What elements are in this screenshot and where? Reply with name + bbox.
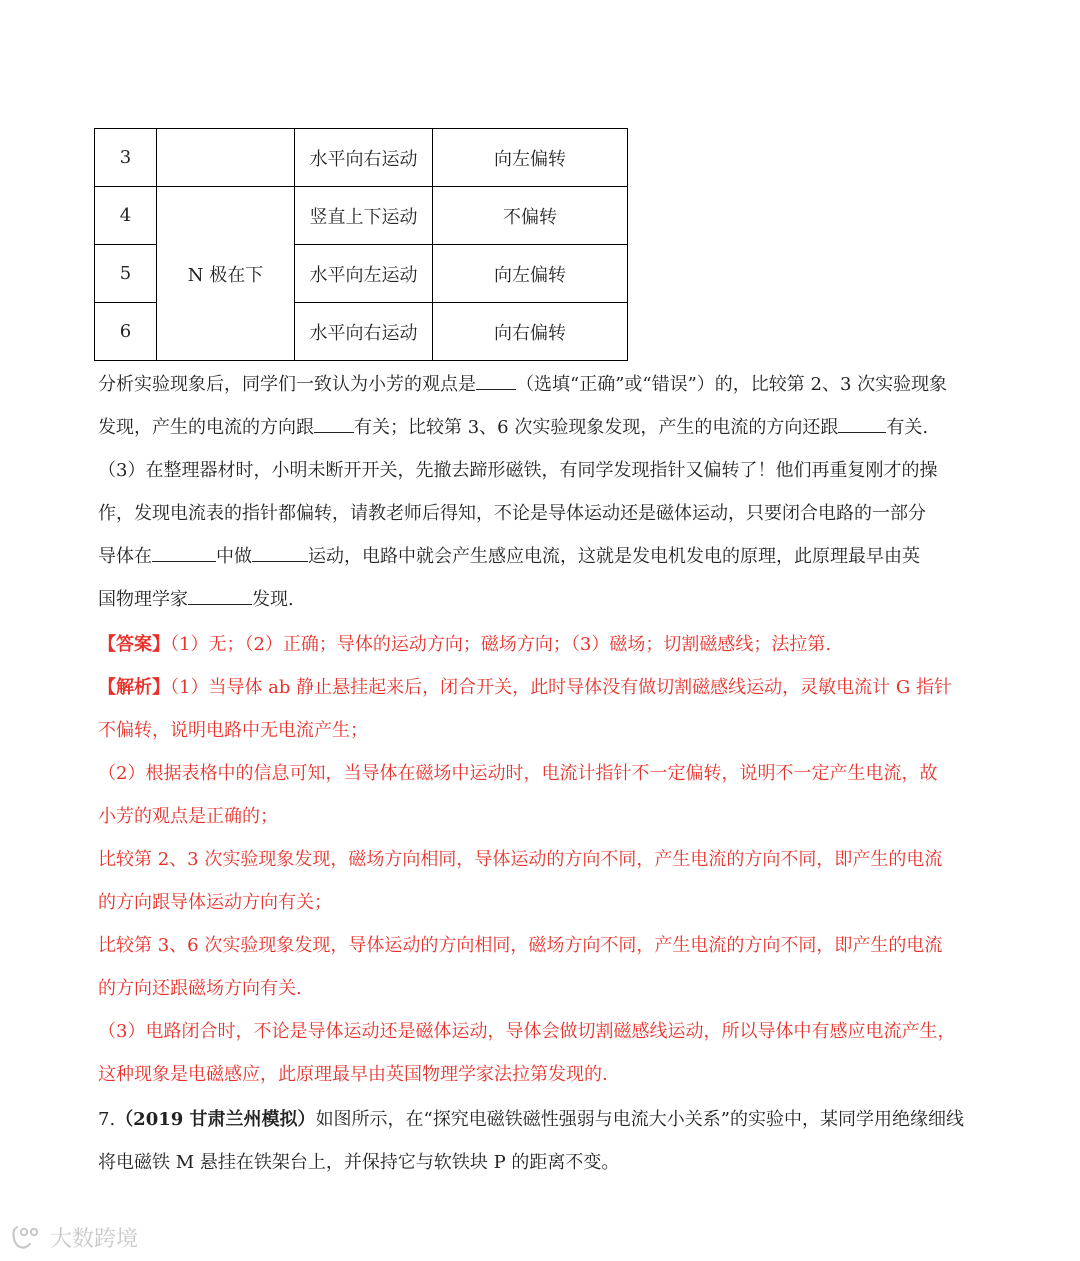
trial-number: 4 (95, 187, 157, 245)
needle-deflection: 向右偏转 (433, 303, 628, 361)
answer-blank (252, 541, 308, 562)
answer-tag: 【答案】 (98, 634, 170, 655)
needle-deflection: 向左偏转 (433, 245, 628, 303)
trial-number: 6 (95, 303, 157, 361)
question-source: （2019 甘肃兰州模拟） (115, 1109, 316, 1130)
conductor-motion: 水平向左运动 (295, 245, 433, 303)
question-7-paragraph: 7.（2019 甘肃兰州模拟）如图所示，在“探究电磁铁磁性强弱与电流大小关系”的实验中，某同学用绝缘细线 将电磁铁 M 悬挂在铁架台上，并保持它与软铁块 P 的距离不变。 (98, 1109, 964, 1173)
explanation-tag: 【解析】 (98, 677, 170, 698)
needle-deflection: 向左偏转 (433, 129, 628, 187)
experiment-table (94, 128, 628, 361)
analysis-paragraph: 分析实验现象后，同学们一致认为小芳的观点是 （选填“正确”或“错误”）的，比较第 2、3 次实验现象 发现，产生的电流的方向跟 有关；比较第 3、6 次实验现象发现，产生的电流的方向还跟 有关. (98, 363, 988, 449)
answer-blank (476, 369, 516, 390)
question-number: 7. (98, 1109, 116, 1130)
answer-blank (188, 584, 252, 605)
magnet-position: N 极在下 (157, 187, 295, 361)
magnet-position (157, 129, 295, 187)
explanation-paragraph: 【解析】（1）当导体 ab 静止悬挂起来后，闭合开关，此时导体没有做切割磁感线运动，灵敏电流计 G 指针 不偏转，说明电路中无电流产生； （2）根据表格中的信息可知，当导体在磁场中运动时，电流计指针不一定偏转，说明不一定产生电流，故 小芳的观点是正确的； 比较第 2、3 次实验现象发现，磁场方向相同，导体运动的方向不同，产生电流的方向不同，即产生的电流 的方向跟导体运动方向有关； 比较第 3、6 次实验现象发现，导体运动的方向相同，磁场方向不同，产生电流的方向不同，即产生的电流 的方向还跟磁场方向有关. （3）电路闭合时，不论是导体运动还是磁体运动，导体会做切割磁感线运动，所以导体中有感应电流产生， 这种现象是电磁感应，此原理最早由英国物理学家法拉第发现的. (98, 677, 956, 1085)
table-row (95, 187, 628, 245)
conductor-motion: 水平向右运动 (295, 303, 433, 361)
answer-blank (152, 541, 216, 562)
answer-blank (838, 412, 886, 433)
watermark-logo-icon (10, 1224, 44, 1252)
table-row (95, 129, 628, 187)
watermark-text: 大数跨境 (50, 1227, 139, 1252)
conductor-motion: 水平向右运动 (295, 129, 433, 187)
answer-paragraph: 【答案】（1）无；（2）正确；导体的运动方向；磁场方向；（3）磁场；切割磁感线；法拉第. (98, 634, 832, 655)
watermark (10, 1222, 138, 1253)
needle-deflection: 不偏转 (433, 187, 628, 245)
question-3-paragraph: （3）在整理器材时，小明未断开开关，先撤去蹄形磁铁，有同学发现指针又偏转了！他们再重复刚才的操 作，发现电流表的指针都偏转，请教老师后得知，不论是导体运动还是磁体运动，只要闭合电路的一部分 导体在 中做 运动，电路中就会产生感应电流，这就是发电机发电的原理，此原理最早由英 国物理学家 发现. (98, 460, 938, 610)
conductor-motion: 竖直上下运动 (295, 187, 433, 245)
answer-blank (314, 412, 354, 433)
trial-number: 5 (95, 245, 157, 303)
trial-number: 3 (95, 129, 157, 187)
